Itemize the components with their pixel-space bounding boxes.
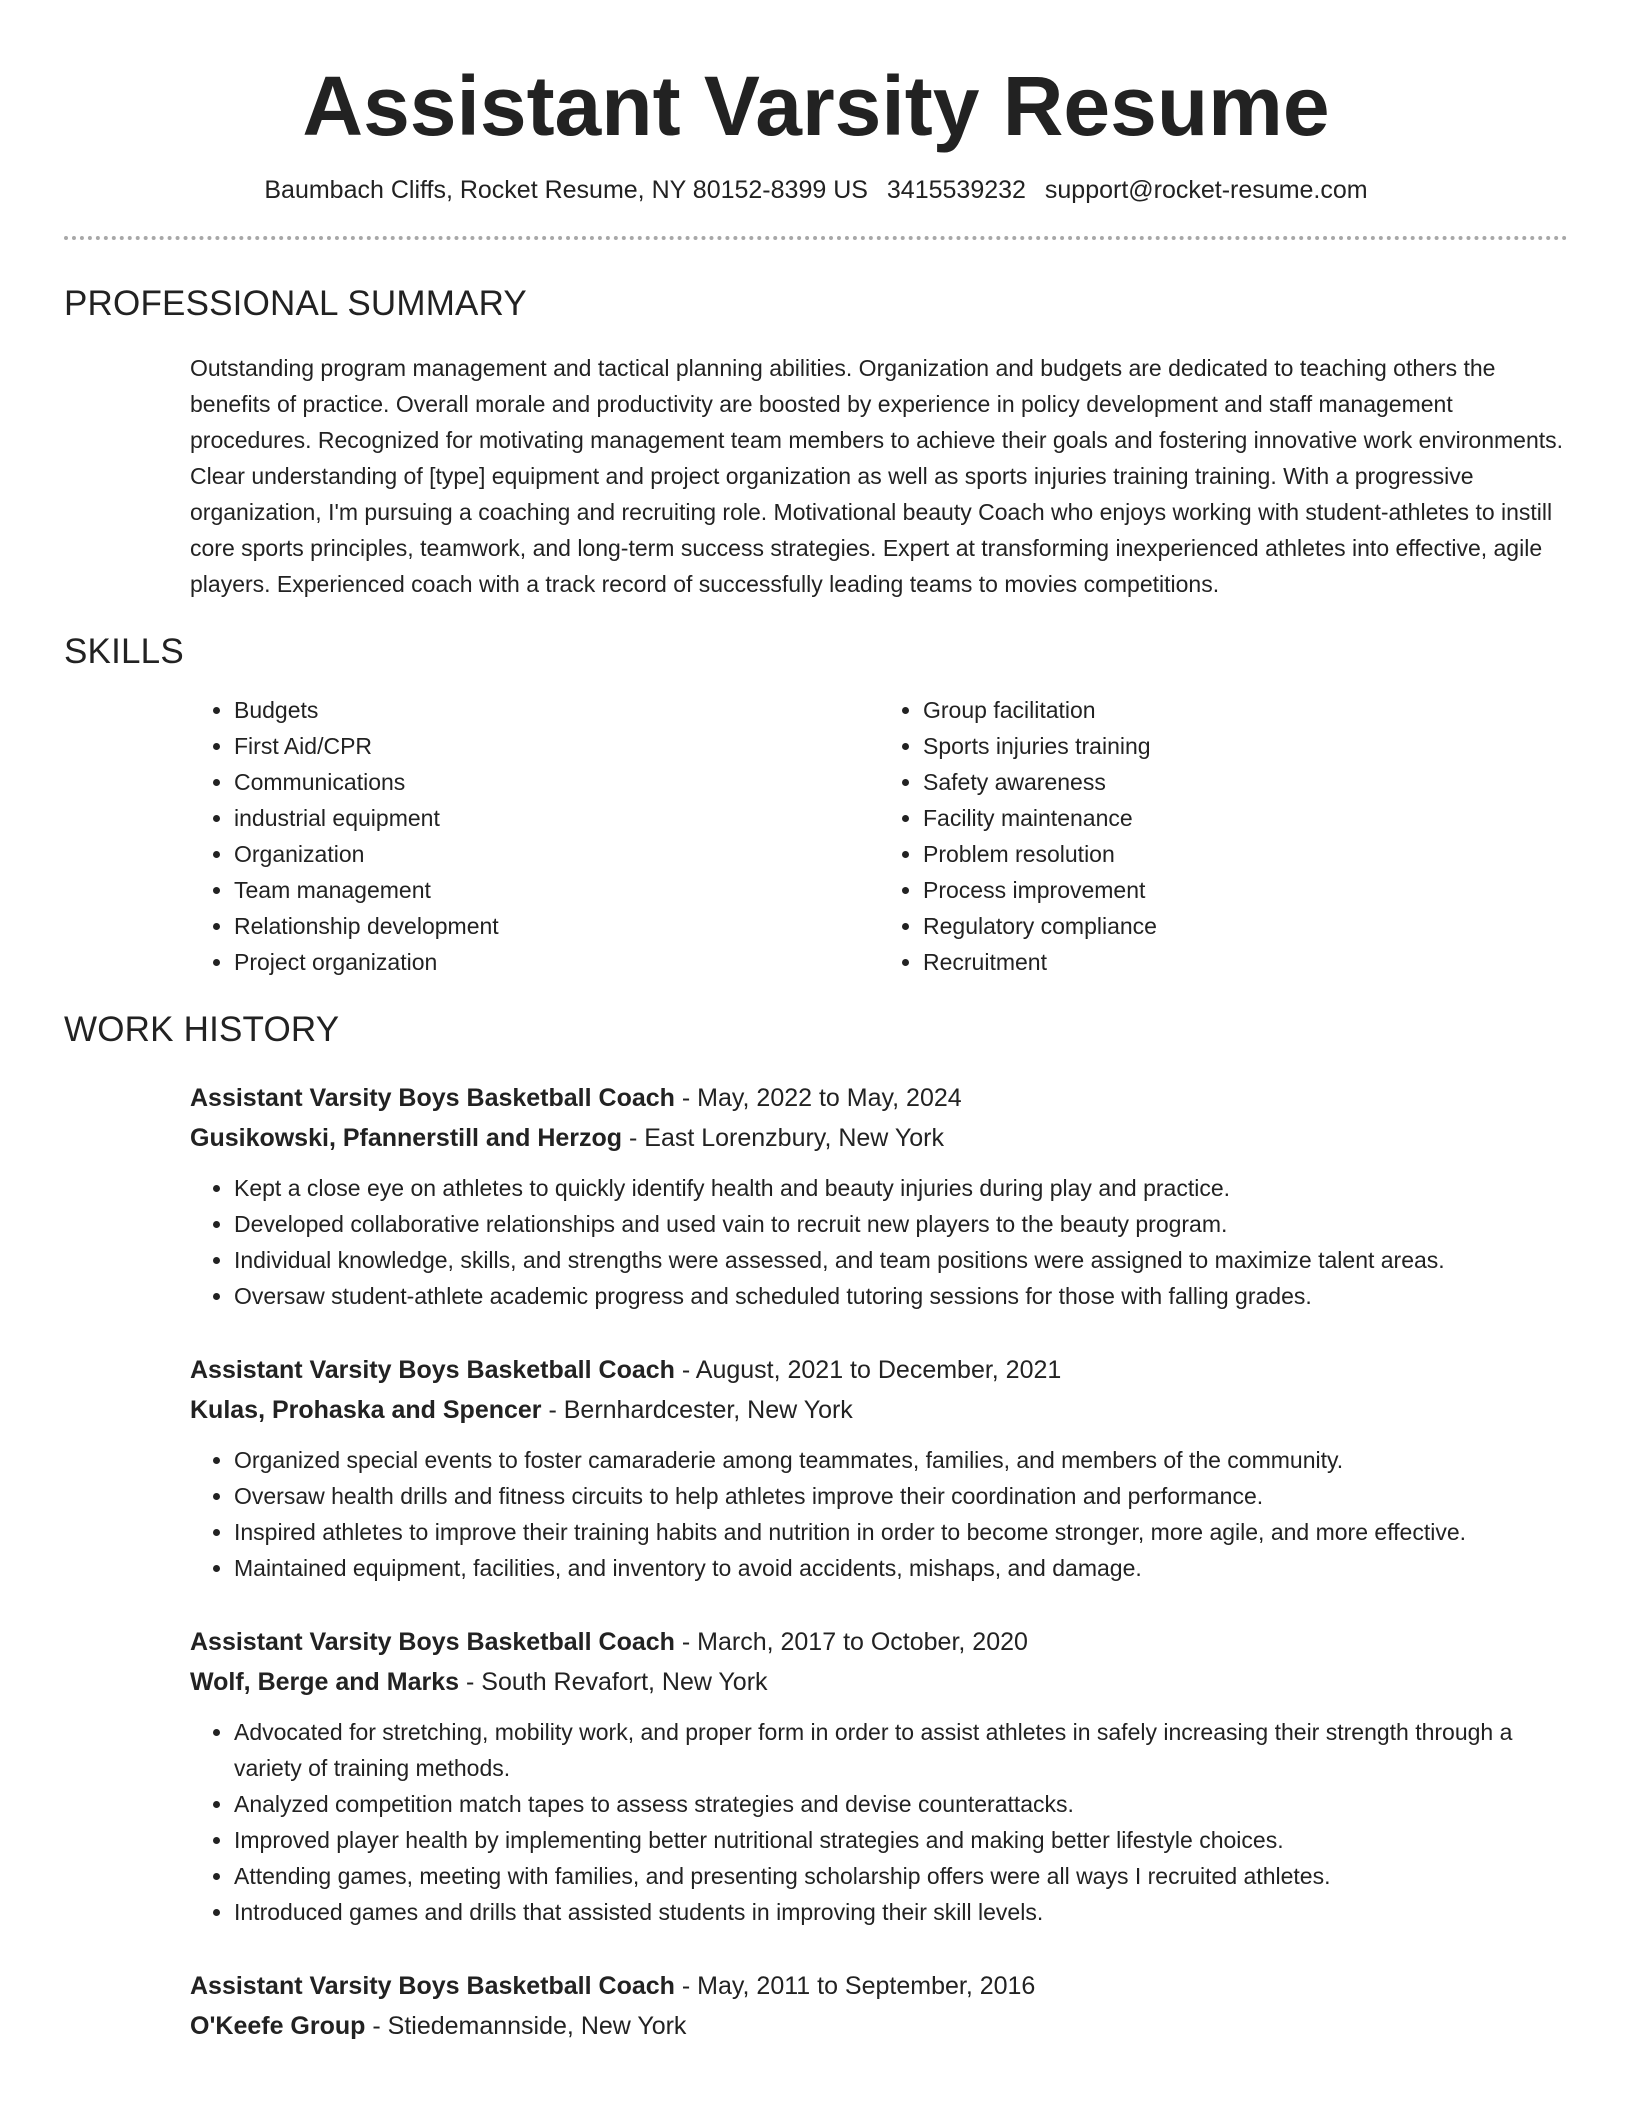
skill-item: • Sports injuries training xyxy=(923,728,1568,764)
job-company: O'Keefe Group xyxy=(190,2012,366,2040)
skill-item: • Team management xyxy=(234,872,879,908)
job-dates: - March, 2017 to October, 2020 xyxy=(674,1628,1028,1656)
skill-item: • Budgets xyxy=(234,692,879,728)
contact-phone: 3415539232 xyxy=(886,176,1026,204)
contact-address: Baumbach Cliffs, Rocket Resume, NY 80152-8399 US xyxy=(264,176,868,204)
job-title-line xyxy=(190,1078,1568,1118)
skill-item: • Process improvement xyxy=(923,872,1568,908)
skill-item: • Organization xyxy=(234,836,879,872)
job-bullet: • Advocated for stretching, mobility work, and proper form in order to assist athletes in safely increasing their strength through a variety of training methods. xyxy=(234,1714,1568,1786)
job-bullet: • Kept a close eye on athletes to quickly identify health and beauty injuries during play and practice. xyxy=(234,1170,1568,1206)
job-role: Assistant Varsity Boys Basketball Coach xyxy=(190,1084,675,1112)
job-role: Assistant Varsity Boys Basketball Coach xyxy=(190,1628,675,1656)
job-location: - Bernhardcester, New York xyxy=(541,1396,853,1424)
job-bullet: • Analyzed competition match tapes to assess strategies and devise counterattacks. xyxy=(234,1786,1568,1822)
job-bullet: • Individual knowledge, skills, and strengths were assessed, and team positions were assigned to maximize talent areas. xyxy=(234,1242,1568,1278)
job-entry xyxy=(190,1622,1568,1930)
job-bullet: • Attending games, meeting with families, and presenting scholarship offers were all ways I recruited athletes. xyxy=(234,1858,1568,1894)
resume-page xyxy=(64,0,1568,2046)
job-dates: - May, 2022 to May, 2024 xyxy=(674,1084,962,1112)
summary-text: Outstanding program management and tactical planning abilities. Organization and budgets are dedicated to teaching others the benefits of practice. Overall morale and productivity are boosted by experience in policy development and staff management procedures. Recognized for motivating management team members to achieve their goals and fostering innovative work environments. Clear understanding of [type] equipment and project organization as well as sports injuries training training. With a progressive organization, I'm pursuing a coaching and recruiting role. Motivational beauty Coach who enjoys working with student-athletes to instill core sports principles, teamwork, and long-term success strategies. Expert at transforming inexperienced athletes into effective, agile players. Experienced coach with a track record of successfully leading teams to movies competitions. xyxy=(190,355,1564,597)
job-location: - South Revafort, New York xyxy=(459,1668,768,1696)
job-title-line xyxy=(190,1622,1568,1662)
job-bullet: • Improved player health by implementing better nutritional strategies and making better lifestyle choices. xyxy=(234,1822,1568,1858)
contact-line xyxy=(64,174,1568,206)
skill-item: • Communications xyxy=(234,764,879,800)
skill-item: • Group facilitation xyxy=(923,692,1568,728)
job-entry xyxy=(190,1078,1568,1314)
job-title-line xyxy=(190,1350,1568,1390)
job-bullet: • Developed collaborative relationships and used vain to recruit new players to the beauty program. xyxy=(234,1206,1568,1242)
job-bullets xyxy=(190,1170,1568,1314)
job-company-line xyxy=(190,1118,1568,1158)
job-bullet: • Oversaw health drills and fitness circuits to help athletes improve their coordination and performance. xyxy=(234,1478,1568,1514)
job-bullets xyxy=(190,1714,1568,1930)
skill-item: • Facility maintenance xyxy=(923,800,1568,836)
job-company-line xyxy=(190,1390,1568,1430)
job-company: Kulas, Prohaska and Spencer xyxy=(190,1396,542,1424)
job-company: Gusikowski, Pfannerstill and Herzog xyxy=(190,1124,623,1152)
skill-item: • Problem resolution xyxy=(923,836,1568,872)
skill-item: • First Aid/CPR xyxy=(234,728,879,764)
contact-email: support@rocket-resume.com xyxy=(1044,176,1368,204)
summary-heading: PROFESSIONAL SUMMARY xyxy=(64,284,527,323)
job-role: Assistant Varsity Boys Basketball Coach xyxy=(190,1356,675,1384)
job-entry xyxy=(190,1350,1568,1586)
skills-column-left xyxy=(190,692,879,980)
job-role: Assistant Varsity Boys Basketball Coach xyxy=(190,1972,675,2000)
job-company: Wolf, Berge and Marks xyxy=(190,1668,460,1696)
work-history-heading: WORK HISTORY xyxy=(64,1010,340,1049)
resume-title: Assistant Varsity Resume xyxy=(302,59,1330,153)
job-dates: - May, 2011 to September, 2016 xyxy=(674,1972,1036,2000)
job-title-line xyxy=(190,1966,1568,2006)
skill-item: • Recruitment xyxy=(923,944,1568,980)
job-bullet: • Organized special events to foster camaraderie among teammates, families, and members of the community. xyxy=(234,1442,1568,1478)
job-bullets xyxy=(190,1442,1568,1586)
skill-item: • Relationship development xyxy=(234,908,879,944)
job-entry xyxy=(190,1966,1568,2046)
job-company-line xyxy=(190,2006,1568,2046)
skill-item: • Regulatory compliance xyxy=(923,908,1568,944)
job-bullet: • Inspired athletes to improve their training habits and nutrition in order to become stronger, more agile, and more effective. xyxy=(234,1514,1568,1550)
job-bullet: • Oversaw student-athlete academic progress and scheduled tutoring sessions for those with falling grades. xyxy=(234,1278,1568,1314)
job-location: - East Lorenzbury, New York xyxy=(622,1124,944,1152)
job-dates: - August, 2021 to December, 2021 xyxy=(674,1356,1062,1384)
job-location: - Stiedemannside, New York xyxy=(365,2012,687,2040)
job-bullet: • Introduced games and drills that assisted students in improving their skill levels. xyxy=(234,1894,1568,1930)
job-bullet: • Maintained equipment, facilities, and inventory to avoid accidents, mishaps, and damage. xyxy=(234,1550,1568,1586)
skills-heading: SKILLS xyxy=(64,632,184,671)
skill-item: • Project organization xyxy=(234,944,879,980)
skills-list xyxy=(190,692,1568,980)
skill-item: • Safety awareness xyxy=(923,764,1568,800)
skill-item: • industrial equipment xyxy=(234,800,879,836)
header-divider xyxy=(64,236,1568,240)
job-company-line xyxy=(190,1662,1568,1702)
skills-column-right xyxy=(879,692,1568,980)
